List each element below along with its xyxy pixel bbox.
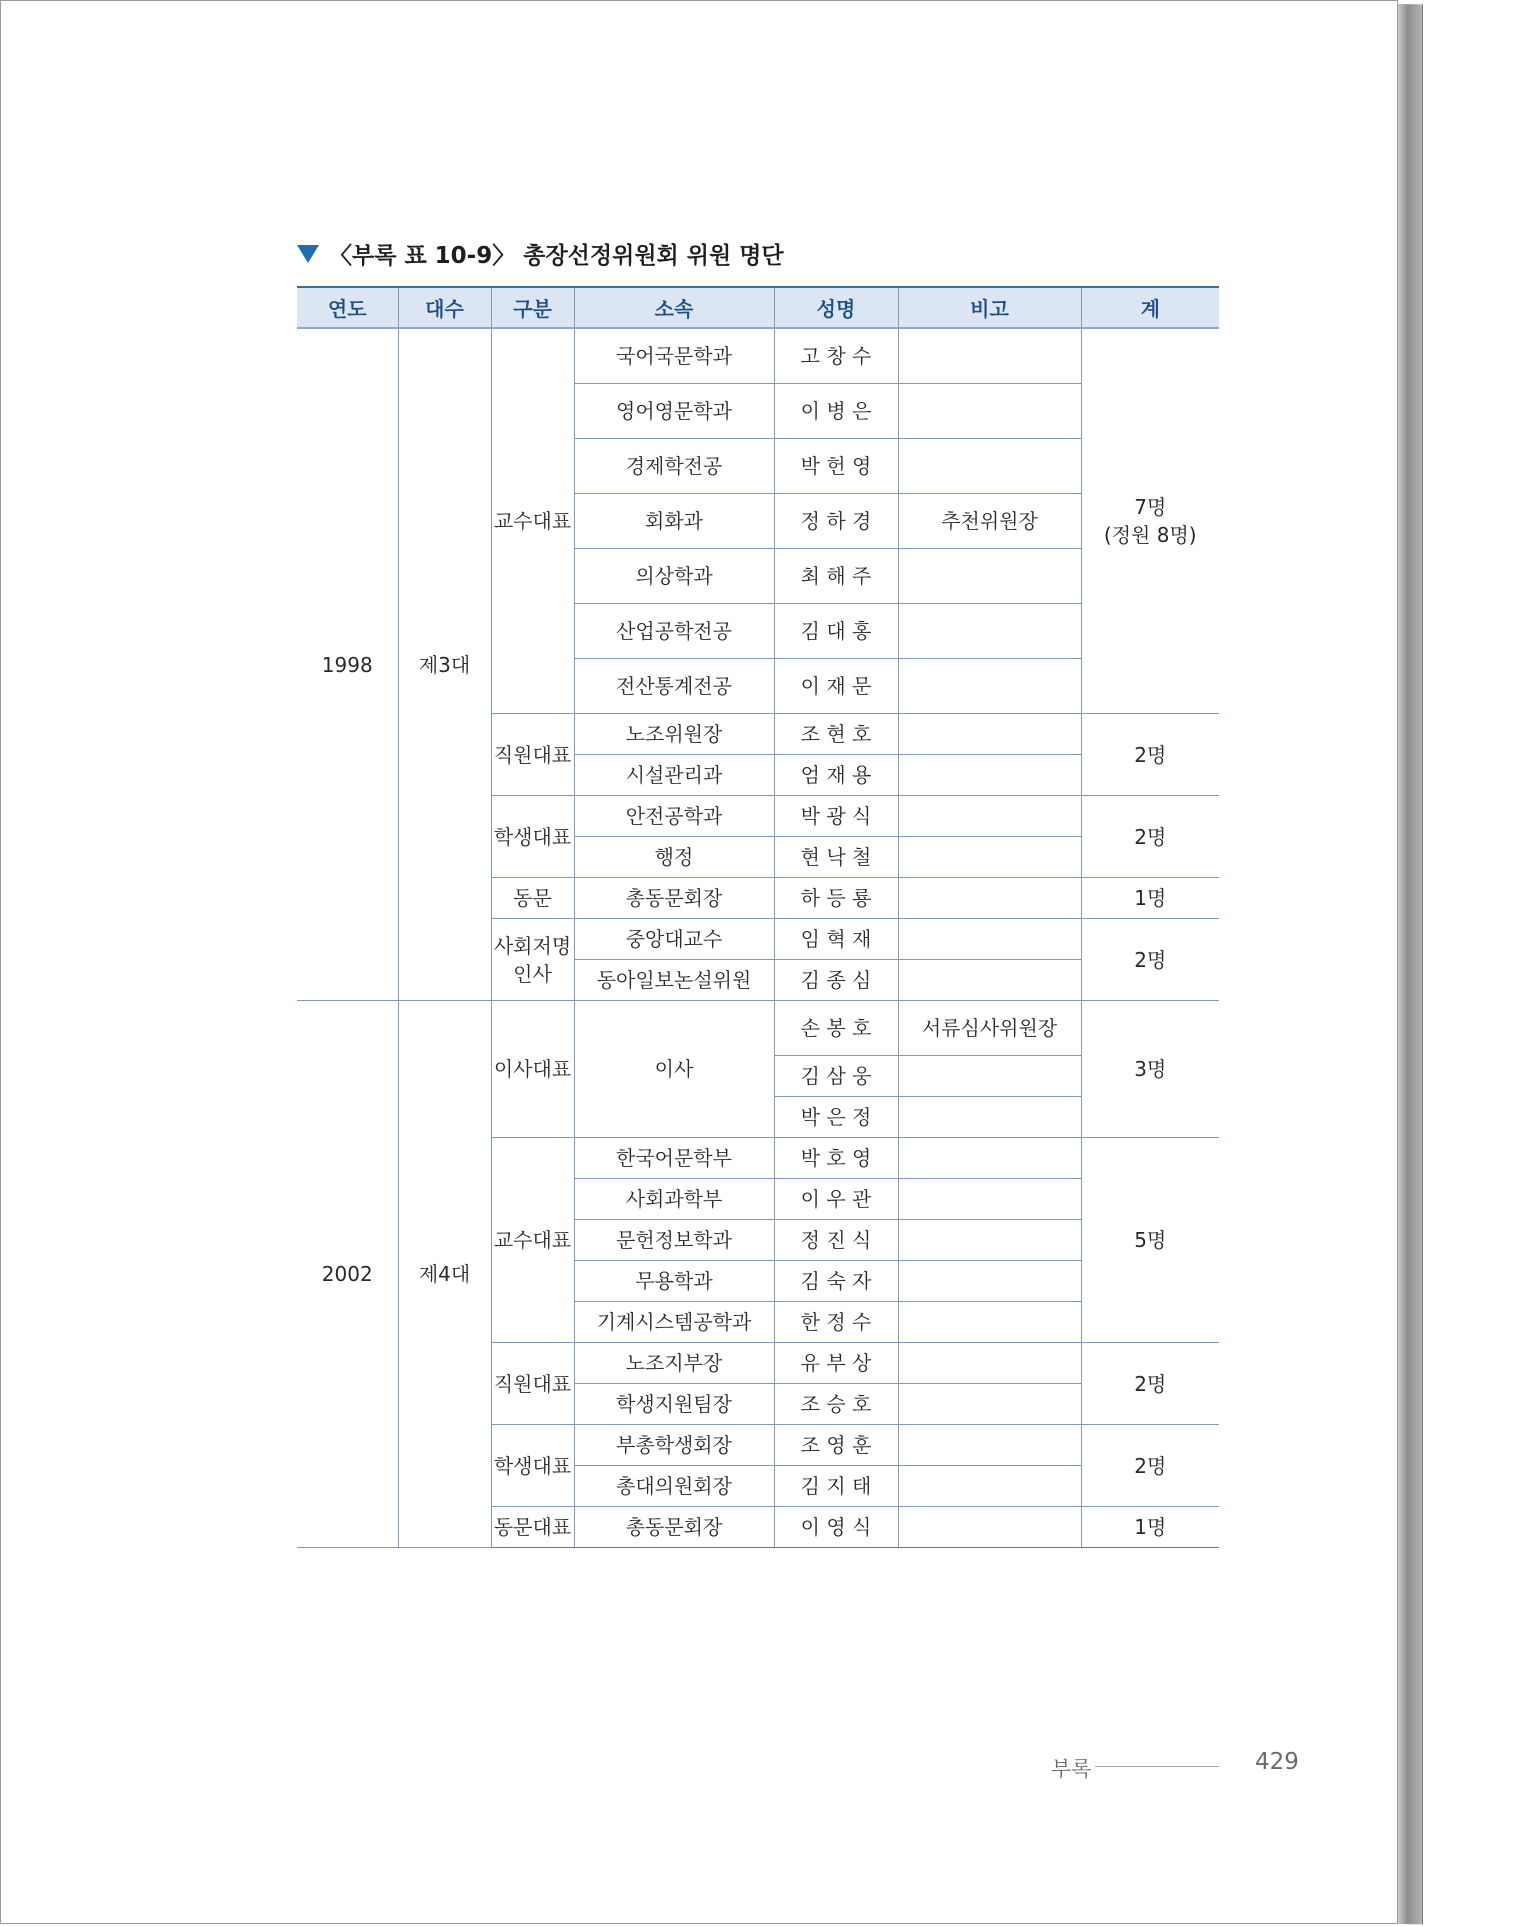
name-cell: 조 현 호 <box>774 714 898 755</box>
note-cell <box>898 1220 1081 1261</box>
category-cell: 학생대표 <box>491 1425 574 1507</box>
header-year: 연도 <box>297 287 398 328</box>
header-affiliation: 소속 <box>574 287 774 328</box>
affiliation-cell: 기계시스템공학과 <box>574 1302 774 1343</box>
affiliation-cell: 동아일보논설위원 <box>574 960 774 1001</box>
name-cell: 이 영 식 <box>774 1507 898 1548</box>
total-cell: 2명 <box>1081 796 1219 878</box>
note-cell <box>898 1138 1081 1179</box>
affiliation-cell: 안전공학과 <box>574 796 774 837</box>
note-cell <box>898 714 1081 755</box>
name-cell: 손 봉 호 <box>774 1001 898 1056</box>
note-cell <box>898 1507 1081 1548</box>
affiliation-cell: 무용학과 <box>574 1261 774 1302</box>
name-cell: 김 삼 웅 <box>774 1056 898 1097</box>
name-cell: 조 영 훈 <box>774 1425 898 1466</box>
name-cell: 하 등 룡 <box>774 878 898 919</box>
name-cell: 이 병 은 <box>774 384 898 439</box>
category-cell: 사회저명 인사 <box>491 919 574 1001</box>
name-cell: 최 해 주 <box>774 549 898 604</box>
affiliation-cell: 학생지원팀장 <box>574 1384 774 1425</box>
affiliation-cell: 경제학전공 <box>574 439 774 494</box>
table-header-row <box>297 287 1219 328</box>
affiliation-cell: 부총학생회장 <box>574 1425 774 1466</box>
note-cell <box>898 919 1081 960</box>
affiliation-cell: 국어국문학과 <box>574 328 774 384</box>
note-cell: 추천위원장 <box>898 494 1081 549</box>
affiliation-cell: 한국어문학부 <box>574 1138 774 1179</box>
affiliation-cell: 의상학과 <box>574 549 774 604</box>
affiliation-cell: 산업공학전공 <box>574 604 774 659</box>
page-number: 429 <box>1255 1749 1299 1775</box>
table-title: 〈부록 표 10-9〉 총장선정위원회 위원 명단 <box>329 243 784 269</box>
table-row <box>297 328 1219 384</box>
note-cell <box>898 328 1081 384</box>
affiliation-cell: 회화과 <box>574 494 774 549</box>
affiliation-cell: 문헌정보학과 <box>574 1220 774 1261</box>
note-cell <box>898 659 1081 714</box>
category-cell: 이사대표 <box>491 1001 574 1138</box>
note-cell <box>898 1425 1081 1466</box>
affiliation-cell: 영어영문학과 <box>574 384 774 439</box>
affiliation-cell: 총대의원회장 <box>574 1466 774 1507</box>
header-total: 계 <box>1081 287 1219 328</box>
committee-roster-table <box>297 286 1219 1548</box>
name-cell: 조 승 호 <box>774 1384 898 1425</box>
name-cell: 정 진 식 <box>774 1220 898 1261</box>
note-cell <box>898 796 1081 837</box>
affiliation-cell: 이사 <box>574 1001 774 1138</box>
name-cell: 임 혁 재 <box>774 919 898 960</box>
triangle-bullet-icon <box>297 245 319 263</box>
affiliation-cell: 총동문회장 <box>574 1507 774 1548</box>
name-cell: 한 정 수 <box>774 1302 898 1343</box>
total-cell: 3명 <box>1081 1001 1219 1138</box>
category-cell: 교수대표 <box>491 1138 574 1343</box>
name-cell: 고 창 수 <box>774 328 898 384</box>
name-cell: 정 하 경 <box>774 494 898 549</box>
name-cell: 이 재 문 <box>774 659 898 714</box>
note-cell <box>898 1097 1081 1138</box>
affiliation-cell: 행정 <box>574 837 774 878</box>
category-cell: 교수대표 <box>491 328 574 714</box>
name-cell: 김 대 홍 <box>774 604 898 659</box>
affiliation-cell: 노조위원장 <box>574 714 774 755</box>
note-cell <box>898 1056 1081 1097</box>
footer-section-label: 부록 <box>1051 1757 1092 1781</box>
affiliation-cell: 시설관리과 <box>574 755 774 796</box>
name-cell: 이 우 관 <box>774 1179 898 1220</box>
name-cell: 김 숙 자 <box>774 1261 898 1302</box>
total-cell: 2명 <box>1081 919 1219 1001</box>
name-cell: 김 지 태 <box>774 1466 898 1507</box>
note-cell <box>898 1302 1081 1343</box>
affiliation-cell: 노조지부장 <box>574 1343 774 1384</box>
affiliation-cell: 총동문회장 <box>574 878 774 919</box>
name-cell: 박 호 영 <box>774 1138 898 1179</box>
header-generation: 대수 <box>398 287 491 328</box>
name-cell: 박 헌 영 <box>774 439 898 494</box>
total-cell: 7명 (정원 8명) <box>1081 328 1219 714</box>
total-cell: 5명 <box>1081 1138 1219 1343</box>
note-cell <box>898 1261 1081 1302</box>
note-cell <box>898 1343 1081 1384</box>
note-cell <box>898 878 1081 919</box>
page-stack-edge <box>1398 4 1423 1924</box>
affiliation-cell: 전산통계전공 <box>574 659 774 714</box>
name-cell: 엄 재 용 <box>774 755 898 796</box>
header-name: 성명 <box>774 287 898 328</box>
name-cell: 박 광 식 <box>774 796 898 837</box>
category-cell: 직원대표 <box>491 1343 574 1425</box>
generation-cell: 제3대 <box>398 328 491 1001</box>
total-cell: 2명 <box>1081 714 1219 796</box>
note-cell <box>898 837 1081 878</box>
note-cell <box>898 1384 1081 1425</box>
note-cell <box>898 755 1081 796</box>
header-note: 비고 <box>898 287 1081 328</box>
category-cell: 동문대표 <box>491 1507 574 1548</box>
category-cell: 동문 <box>491 878 574 919</box>
total-cell: 1명 <box>1081 1507 1219 1548</box>
name-cell: 박 은 정 <box>774 1097 898 1138</box>
note-cell <box>898 604 1081 659</box>
category-cell: 학생대표 <box>491 796 574 878</box>
year-cell: 1998 <box>297 328 398 1001</box>
note-cell <box>898 1179 1081 1220</box>
total-cell: 2명 <box>1081 1425 1219 1507</box>
table-row <box>297 1001 1219 1056</box>
name-cell: 현 낙 철 <box>774 837 898 878</box>
note-cell <box>898 960 1081 1001</box>
header-category: 구분 <box>491 287 574 328</box>
note-cell <box>898 384 1081 439</box>
name-cell: 유 부 상 <box>774 1343 898 1384</box>
table-heading <box>297 237 784 270</box>
note-cell: 서류심사위원장 <box>898 1001 1081 1056</box>
note-cell <box>898 1466 1081 1507</box>
affiliation-cell: 중앙대교수 <box>574 919 774 960</box>
name-cell: 김 종 심 <box>774 960 898 1001</box>
total-cell: 2명 <box>1081 1343 1219 1425</box>
total-cell: 1명 <box>1081 878 1219 919</box>
affiliation-cell: 사회과학부 <box>574 1179 774 1220</box>
footer-divider <box>1095 1766 1219 1767</box>
category-cell: 직원대표 <box>491 714 574 796</box>
note-cell <box>898 439 1081 494</box>
note-cell <box>898 549 1081 604</box>
generation-cell: 제4대 <box>398 1001 491 1548</box>
year-cell: 2002 <box>297 1001 398 1548</box>
